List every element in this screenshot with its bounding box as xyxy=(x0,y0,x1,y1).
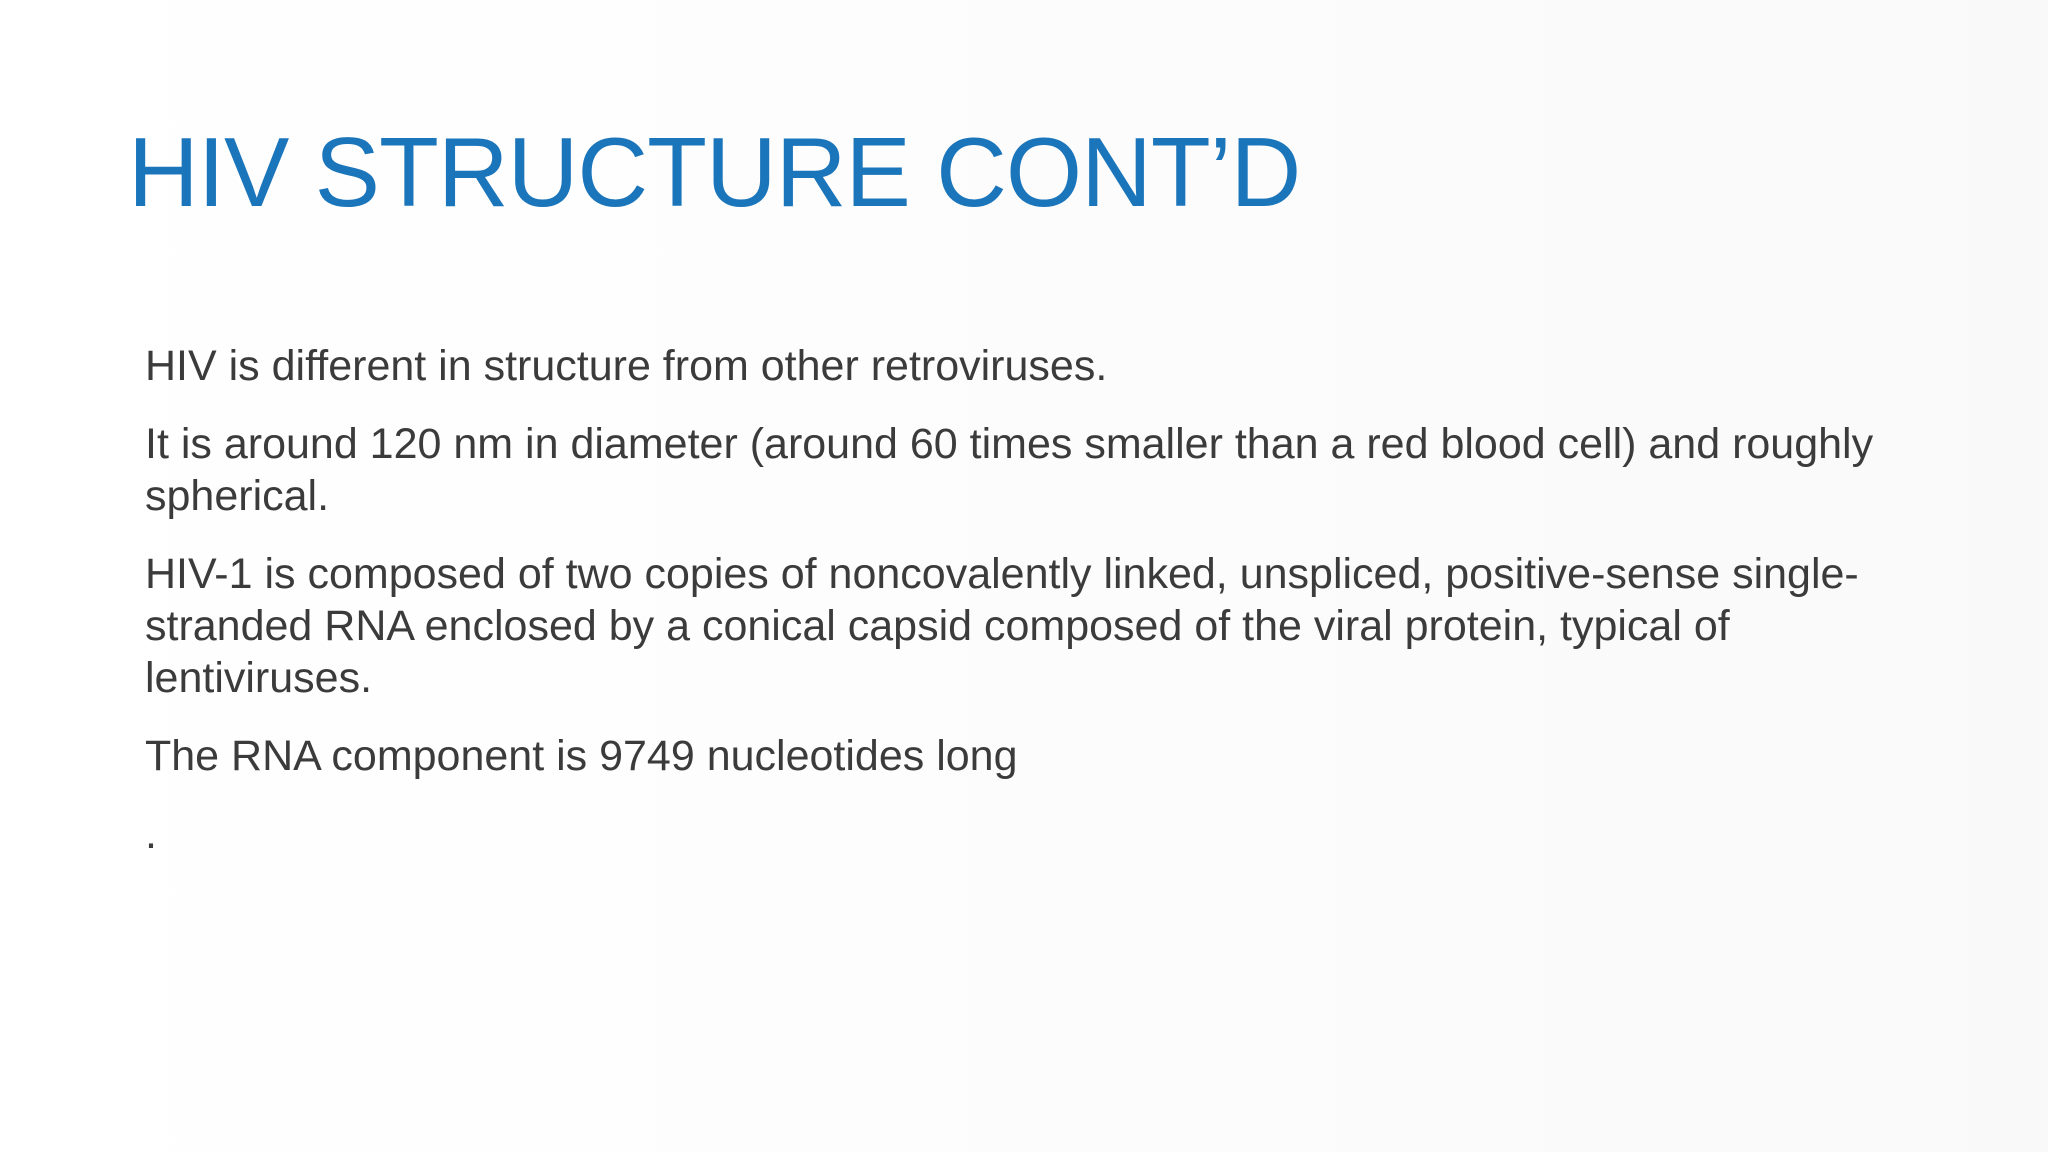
slide-body xyxy=(145,340,1905,886)
paragraph-rna-length: The RNA component is 9749 nucleotides long xyxy=(145,732,1018,780)
paragraph-diameter: It is around 120 nm in diameter (around 60 times smaller than a red blood cell) and roughly spherical. xyxy=(145,420,1874,520)
paragraph-trailing-dot: . xyxy=(145,810,157,858)
paragraph-structure-difference: HIV is different in structure from other retroviruses. xyxy=(145,342,1108,390)
slide-title: HIV STRUCTURE CONT’D xyxy=(128,117,1301,227)
paragraph-composition: HIV-1 is composed of two copies of noncovalently linked, unspliced, positive-sense single-stranded RNA enclosed by a conical capsid composed of the viral protein, typical of lentiviruses. xyxy=(145,550,1859,702)
